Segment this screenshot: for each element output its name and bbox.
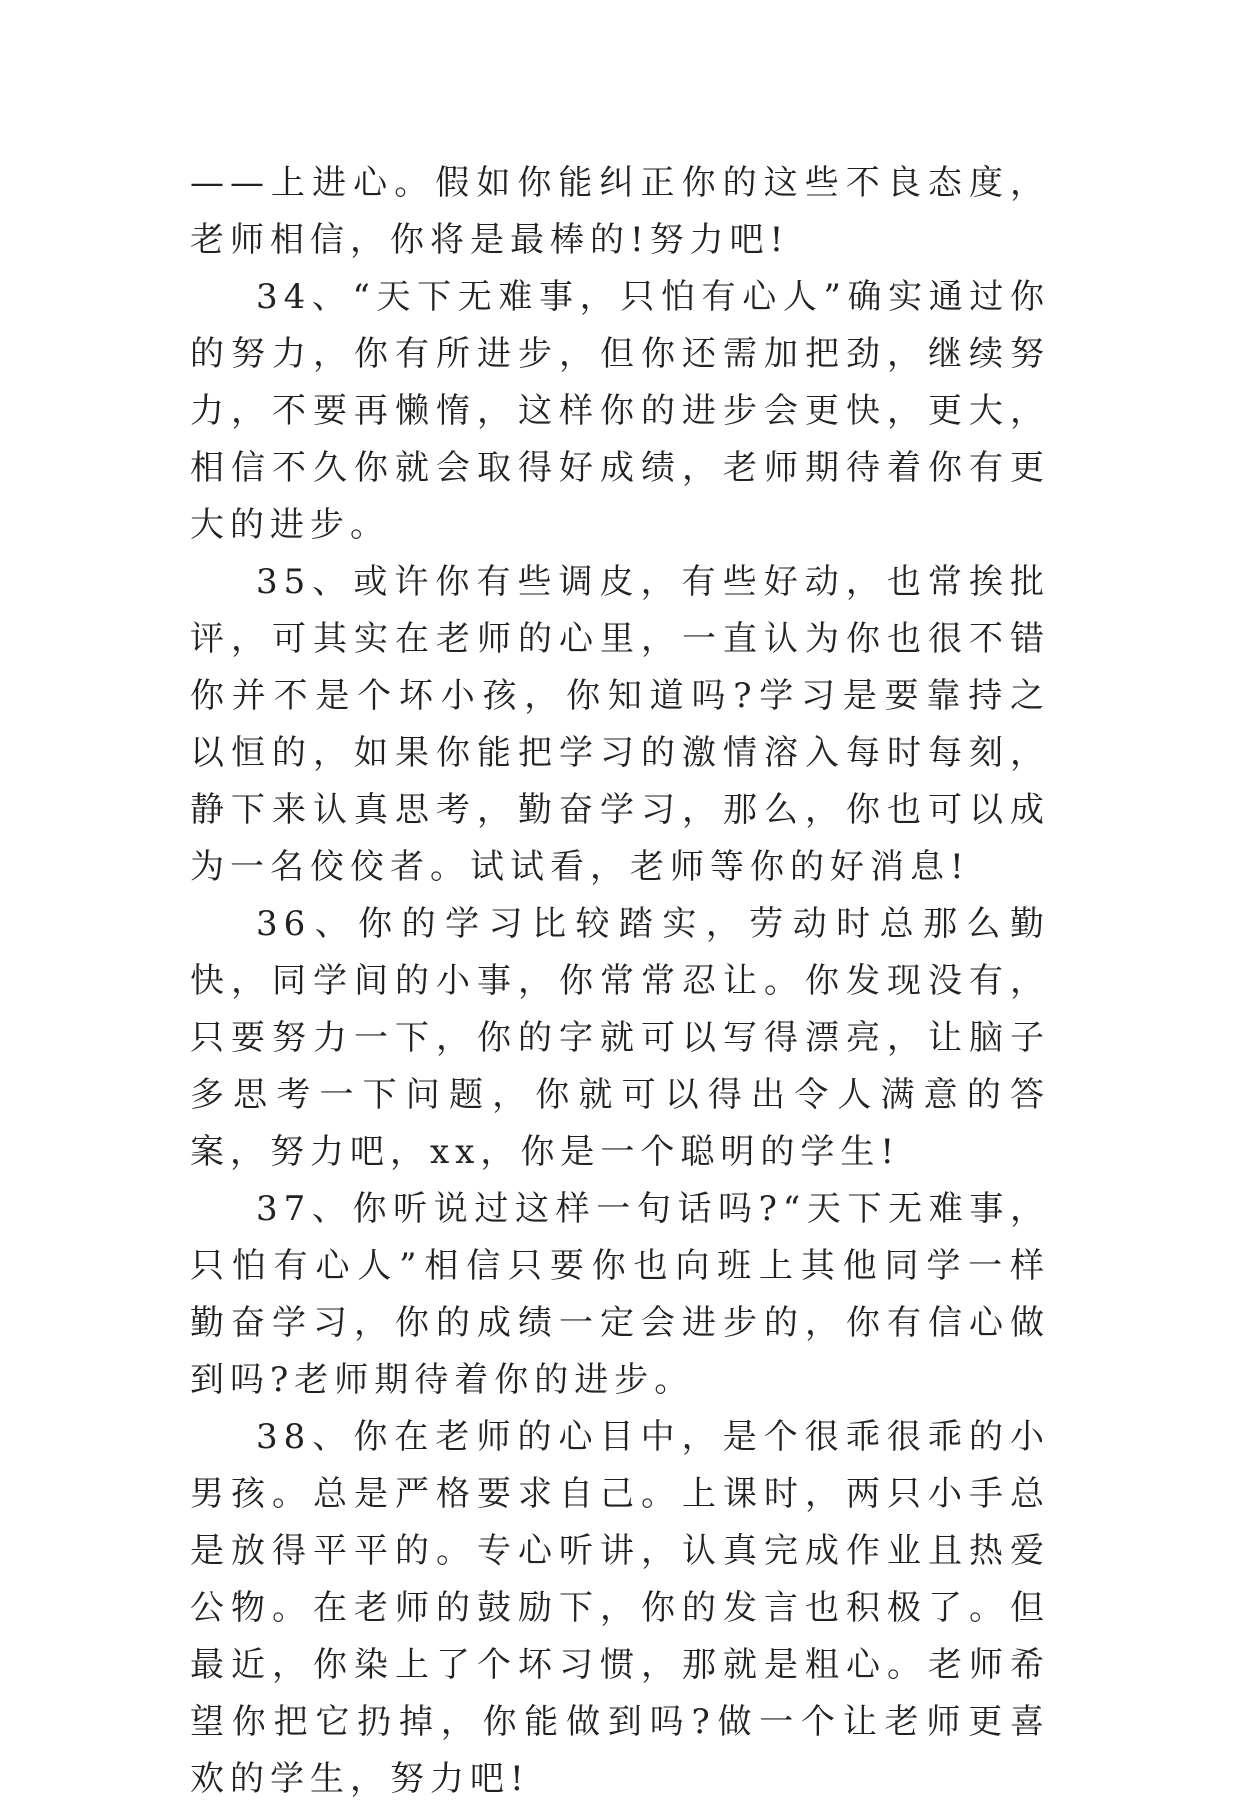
paragraph-37: 37、你听说过这样一句话吗?“天下无难事，只怕有心人”相信只要你也向班上其他同学一样勤奋学习，你的成绩一定会进步的，你有信心做到吗?老师期待着你的进步。	[190, 1189, 1050, 1400]
paragraph-38: 38、你在老师的心目中，是个很乖很乖的小男孩。总是严格要求自己。上课时，两只小手总是放得平平的。专心听讲，认真完成作业且热爱公物。在老师的鼓励下，你的发言也积极了。但最近，你染上了个坏习惯，那就是粗心。老师希望你把它扔掉，你能做到吗?做一个让老师更喜欢的学生，努力吧!	[190, 1417, 1050, 1799]
paragraph-34: 34、“天下无难事，只怕有心人”确实通过你的努力，你有所进步，但你还需加把劲，继续努力，不要再懒惰，这样你的进步会更快，更大，相信不久你就会取得好成绩，老师期待着你有更大的进步。	[190, 277, 1050, 545]
paragraph-continuation: ——上进心。假如你能纠正你的这些不良态度，老师相信，你将是最棒的!努力吧!	[190, 163, 1050, 260]
paragraph-36: 36、你的学习比较踏实，劳动时总那么勤快，同学间的小事，你常常忍让。你发现没有，只要努力一下，你的字就可以写得漂亮，让脑子多思考一下问题，你就可以得出令人满意的答案，努力吧，xx，你是一个聪明的学生!	[190, 904, 1050, 1172]
document-body	[190, 155, 1050, 1808]
paragraph-35: 35、或许你有些调皮，有些好动，也常挨批评，可其实在老师的心里，一直认为你也很不错你并不是个坏小孩，你知道吗?学习是要靠持之以恒的，如果你能把学习的激情溶入每时每刻，静下来认真思考，勤奋学习，那么，你也可以成为一名佼佼者。试试看，老师等你的好消息!	[190, 562, 1050, 887]
